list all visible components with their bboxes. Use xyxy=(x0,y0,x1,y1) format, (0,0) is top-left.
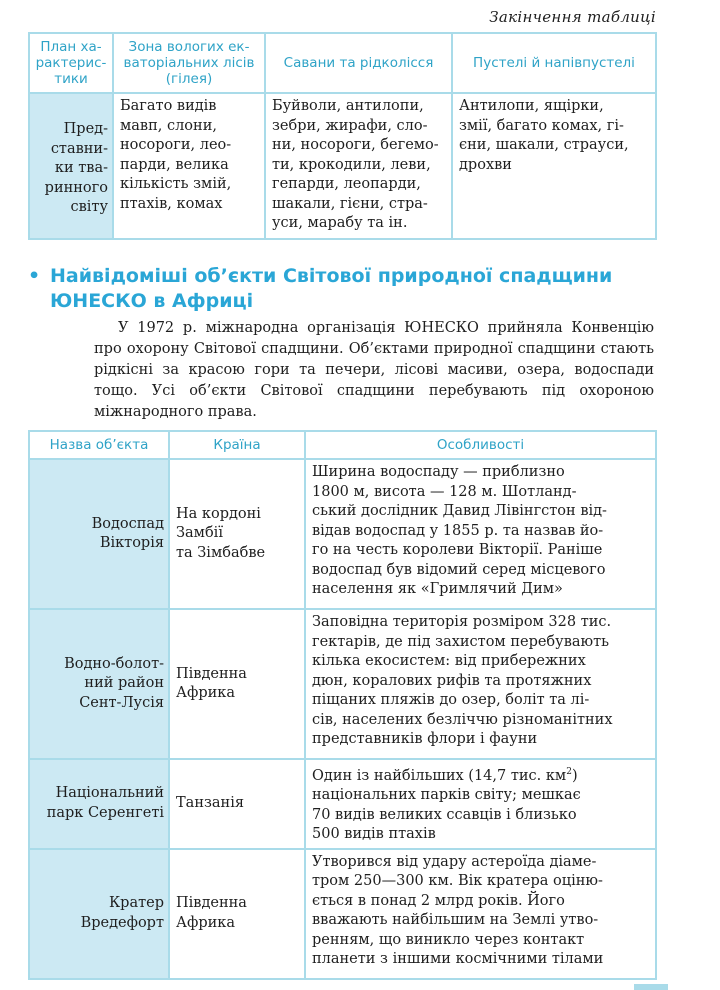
cell-desert-fauna: Антилопи, ящірки, змії, багато комах, гі- єни, шакали, страуси, дрохви xyxy=(452,93,656,239)
section-title-line1: Найвідоміші об’єкти Світової природної спадщини xyxy=(50,265,613,287)
superscript-two: 2 xyxy=(566,767,572,777)
site-features xyxy=(305,759,656,849)
table-row xyxy=(29,459,656,609)
site-features: Заповідна територія розміром 328 тис. гектарів, де під захистом перебувають кілька екосистем: від прибережних дюн, коралових рифів та протяжних піщаних пляжів до озер, боліт та лі- сів, населених безліччю різноманітних представників флори і фауни xyxy=(305,609,656,759)
site-name: Кратер Вредефорт xyxy=(29,849,169,979)
table-row xyxy=(29,93,656,239)
header-rainforest: Зона вологих ек- ваторіальних лісів (гілея) xyxy=(113,33,265,93)
header-savanna: Савани та рідколісся xyxy=(265,33,452,93)
site-features: Утворився від удару астероїда діаме- тром 250—300 км. Вік кратера оціню- ється в понад 2 млрд років. Його вважають найбільшим на Землі утво- ренням, що виникло через контакт планети з іншими космічними тілами xyxy=(305,849,656,979)
page-corner-marker xyxy=(634,984,668,990)
header-features: Особливості xyxy=(305,431,656,459)
site-country: На кордоні Замбії та Зімбабве xyxy=(169,459,305,609)
site-country: Танзанія xyxy=(169,759,305,849)
site-country: Південна Африка xyxy=(169,849,305,979)
bullet-icon: • xyxy=(28,265,41,287)
header-object-name: Назва об’єкта xyxy=(29,431,169,459)
cell-savanna-fauna: Буйволи, антилопи, зебри, жирафи, сло- ни, носороги, бегемо- ти, крокодили, леви, гепарди, леопарди, шакали, гієни, стра- уси, марабу та ін. xyxy=(265,93,452,239)
table-row xyxy=(29,849,656,979)
intro-paragraph xyxy=(94,318,654,423)
site-name: Водоспад Вікторія xyxy=(29,459,169,609)
header-country: Країна xyxy=(169,431,305,459)
features-text-part2: ) національних парків світу; мешкає 70 видів великих ссавців і близько 500 видів птахів xyxy=(312,767,581,843)
table-header-row xyxy=(29,431,656,459)
table-row xyxy=(29,759,656,849)
site-country: Південна Африка xyxy=(169,609,305,759)
table-row xyxy=(29,609,656,759)
features-text-part1: Один із найбільших (14,7 тис. км xyxy=(312,767,567,784)
cell-rainforest-fauna: Багато видів мавп, слони, носороги, лео- парди, велика кількість змій, птахів, комах xyxy=(113,93,265,239)
header-plan: План ха- рактерис- тики xyxy=(29,33,113,93)
table-continuation-caption: Закінчення таблиці xyxy=(489,8,656,26)
site-name: Національний парк Серенгеті xyxy=(29,759,169,849)
site-name: Водно-болот- ний район Сент-Лусія xyxy=(29,609,169,759)
natural-zones-table xyxy=(28,32,657,240)
table-header-row xyxy=(29,33,656,93)
section-heading xyxy=(28,264,612,314)
row-label-fauna: Пред- ставни- ки тва- ринного світу xyxy=(29,93,113,239)
site-features: Ширина водоспаду — приблизно 1800 м, висота — 128 м. Шотланд- ський дослідник Давид Лівінгстон від- відав водоспад у 1855 р. та назвав йо- го на честь королеви Вікторії. Раніше водоспад був відомий серед місцевого населення як «Гримлячий Дим» xyxy=(305,459,656,609)
section-title-line2: ЮНЕСКО в Африці xyxy=(50,290,254,312)
intro-text: У 1972 р. міжнародна організація ЮНЕСКО прийняла Конвенцію про охорону Світової спадщини. Об’єктами природної спадщини стають рідкісні за красою гори та печери, лісові масиви, озера, водоспади тощо. Усі об’єкти Світової спадщини перебувають під охороною міжнародного права. xyxy=(94,320,654,420)
unesco-sites-table xyxy=(28,430,657,980)
header-desert: Пустелі й напівпустелі xyxy=(452,33,656,93)
